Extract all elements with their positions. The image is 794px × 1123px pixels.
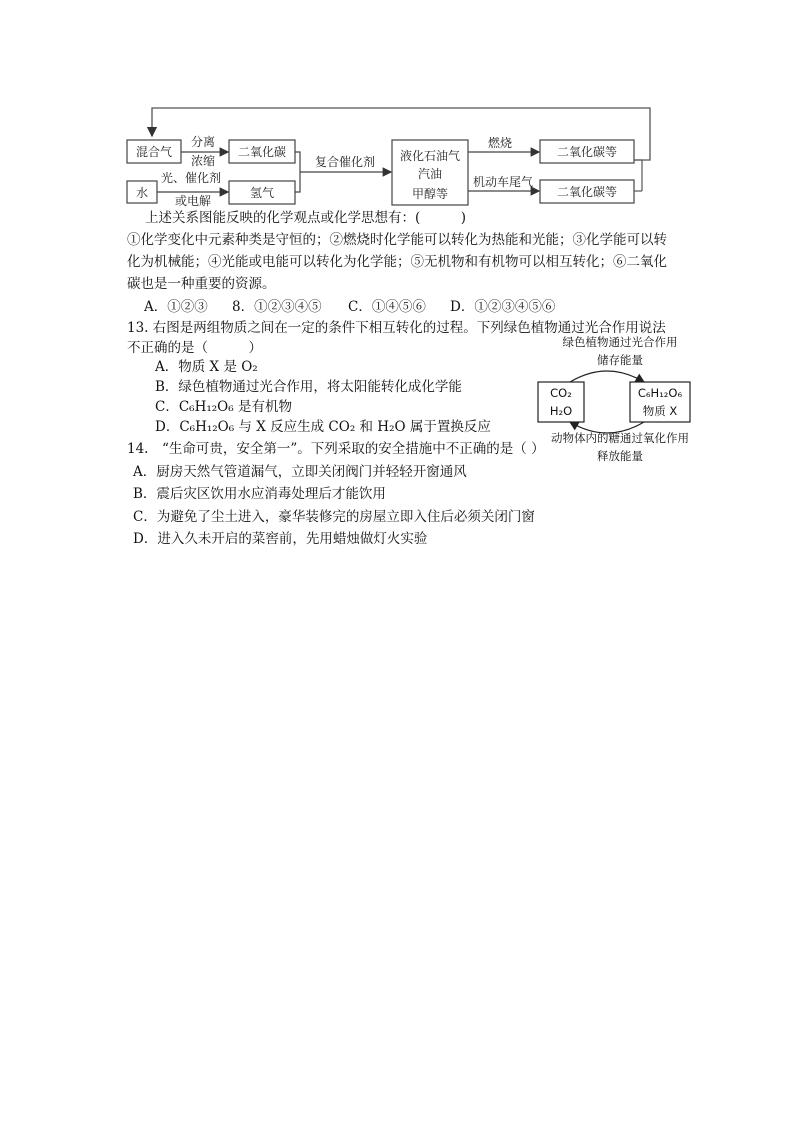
q13-option-b: B．绿色植物通过光合作用，将太阳能转化成化学能 [155, 379, 462, 395]
fig-left-line2: H₂O [549, 404, 573, 418]
q12-option-c: C．①④⑤⑥ [348, 299, 426, 315]
fig-top-line1: 绿色植物通过光合作用 [562, 335, 678, 349]
photosynthesis-cycle-figure [530, 330, 710, 470]
fig-bottom-line2: 释放能量 [597, 449, 643, 463]
q12-option-b: 8．①②③④⑤ [232, 299, 322, 315]
q14-option-b: B．震后灾区饮用水应消毒处理后才能饮用 [133, 486, 386, 502]
q14-stem: 14. “生命可贵，安全第一”。下列采取的安全措施中不正确的是（ ） [127, 441, 545, 457]
q13-option-a: A．物质 X 是 O₂ [155, 359, 258, 375]
q12-option-a: A．①②③ [144, 299, 208, 315]
q12-line1: ①化学变化中元素种类是守恒的；②燃烧时化学能可以转化为热能和光能；③化学能可以转 [127, 232, 667, 248]
fig-bottom-line1: 动物体内的糖通过氧化作用 [551, 431, 689, 445]
fig-right-line2: 物质 X [642, 404, 678, 418]
q13-option-d: D．C₆H₁₂O₆ 与 X 反应生成 CO₂ 和 H₂O 属于置换反应 [155, 419, 491, 435]
fig-arc-top [570, 371, 644, 382]
q14-option-d: D．进入久未开启的菜窖前，先用蜡烛做灯火实验 [133, 531, 428, 547]
box-mixed-gas-text: 混合气 [135, 145, 173, 159]
label-separate: 分离 [190, 135, 216, 149]
box-co2-etc-2-text: 二氧化碳等 [556, 185, 618, 199]
q13-stem-line1: 13. 右图是两组物质之间在一定的条件下相互转化的过程。下列绿色植物通过光合作用说法 [127, 320, 666, 336]
q12-line3: 碳也是一种重要的资源。 [127, 276, 276, 292]
box-co2-etc-1-text: 二氧化碳等 [556, 145, 618, 159]
q13-option-c: C．C₆H₁₂O₆ 是有机物 [155, 399, 292, 415]
q14-option-a: A．厨房天然气管道漏气，立即关闭阀门并轻轻开窗通风 [133, 464, 467, 480]
label-light-catalyst: 光、催化剂 [160, 171, 222, 185]
box-methanol-text: 甲醇等 [411, 187, 449, 201]
box-lpg-text: 液化石油气 [399, 149, 461, 163]
fig-top-line2: 储存能量 [597, 353, 643, 367]
box-water-text: 水 [135, 186, 149, 200]
label-exhaust: 机动车尾气 [472, 175, 534, 189]
q14-option-c: C．为避免了尘土进入，豪华装修完的房屋立即入住后必须关闭门窗 [133, 509, 535, 525]
label-burn: 燃烧 [487, 136, 513, 150]
box-h2-text: 氢气 [249, 186, 275, 200]
fig-left-line1: CO₂ [550, 386, 572, 400]
label-concentrate: 浓缩 [190, 154, 216, 168]
label-or-electrolysis: 或电解 [174, 194, 212, 208]
fig-right-line1: C₆H₁₂O₆ [637, 386, 683, 400]
label-composite-catalyst: 复合催化剂 [314, 155, 376, 169]
box-gasoline-text: 汽油 [417, 167, 443, 181]
q12-line2: 化为机械能；④光能或电能可以转化为化学能；⑤无机物和有机物可以相互转化；⑥二氧化 [127, 254, 667, 270]
q12-option-d: D．①②③④⑤⑥ [450, 299, 556, 315]
box-co2-text: 二氧化碳 [237, 145, 287, 159]
merge-connector [295, 152, 300, 192]
q12-stem: 上述关系图能反映的化学观点或化学思想有：( ) [145, 210, 467, 226]
q13-stem-line2: 不正确的是（ ） [127, 340, 262, 356]
